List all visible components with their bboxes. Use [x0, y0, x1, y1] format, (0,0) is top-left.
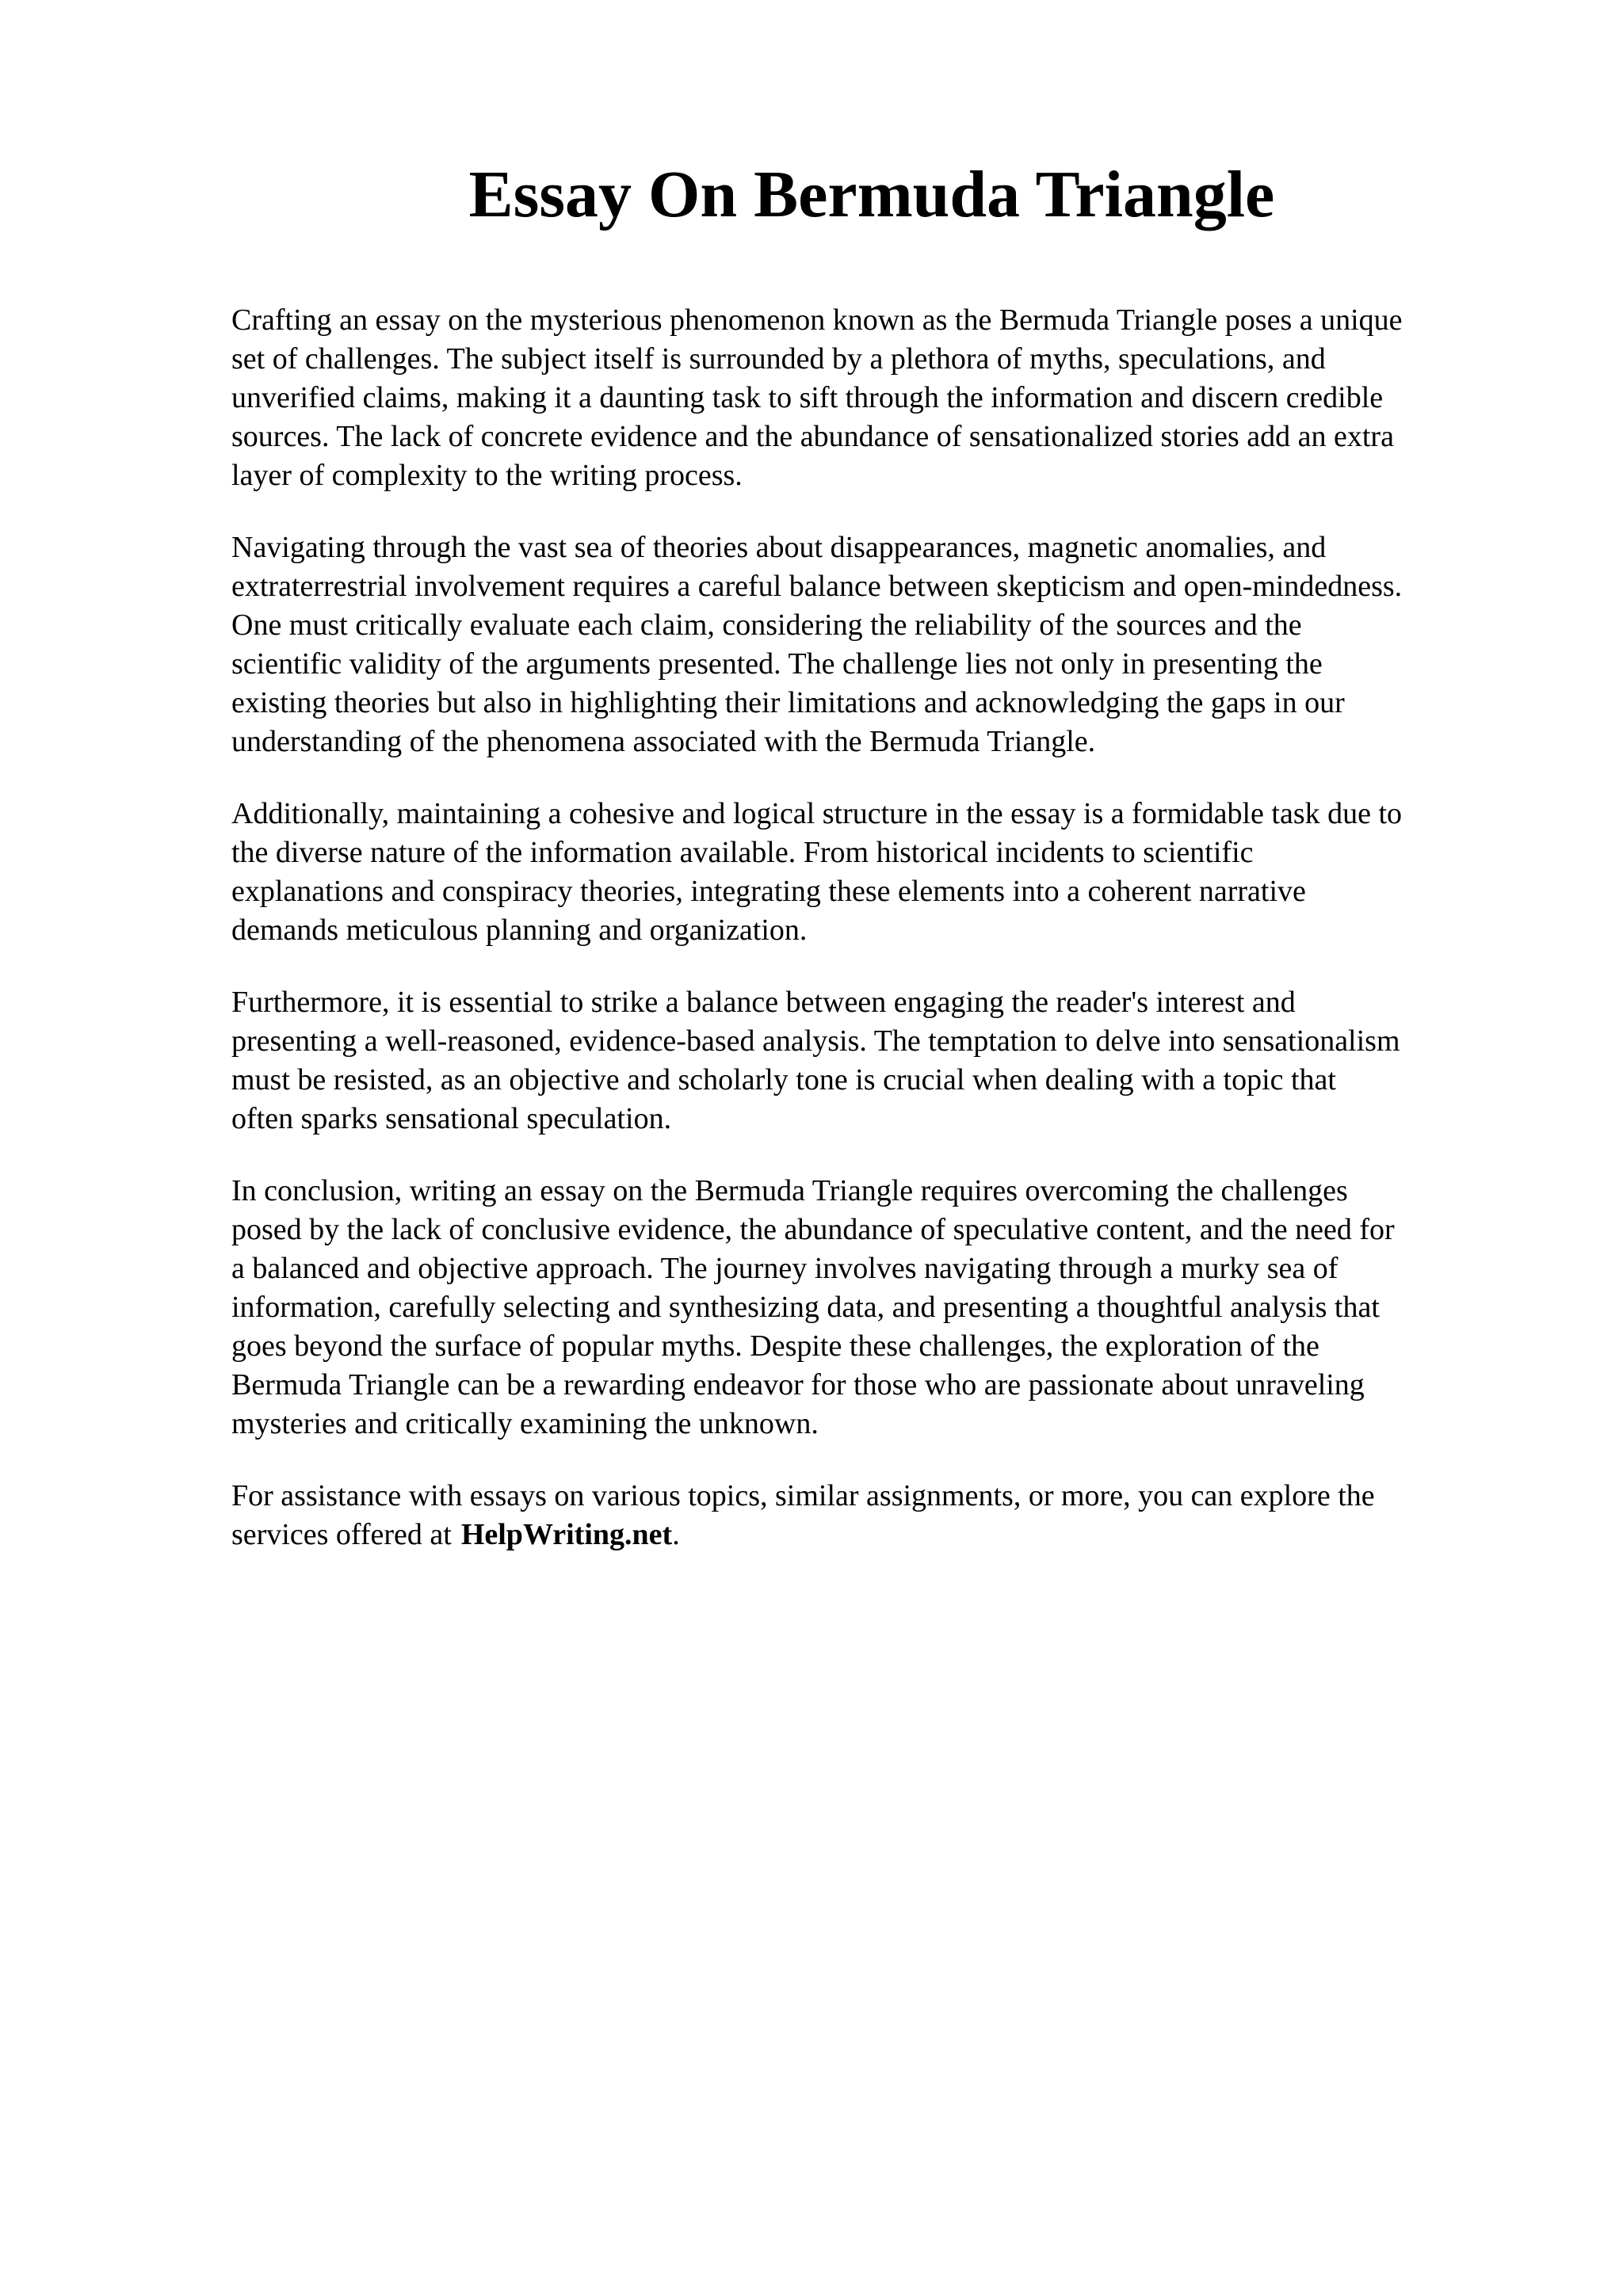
text-line: posed by the lack of conclusive evidence, the abundance of speculative content, and the need for [231, 1213, 1395, 1246]
text-line: explanations and conspiracy theories, integrating these elements into a coherent narrative [231, 875, 1306, 908]
paragraph-4 [231, 983, 1531, 1138]
page-title: Essay On Bermuda Triangle [468, 158, 1275, 231]
text-line: presenting a well-reasoned, evidence-based analysis. The temptation to delve into sensationalism [231, 1024, 1400, 1058]
paragraph-2 [231, 528, 1531, 761]
text-line: sources. The lack of concrete evidence and the abundance of sensationalized stories add an extra [231, 420, 1394, 453]
essay-body [231, 301, 1531, 1588]
text-line: Additionally, maintaining a cohesive and logical structure in the essay is a formidable task due to [231, 797, 1403, 830]
text-line: Furthermore, it is essential to strike a balance between engaging the reader's interest and [231, 986, 1296, 1019]
text-line: One must critically evaluate each claim, considering the reliability of the sources and the [231, 608, 1302, 642]
text-line: Crafting an essay on the mysterious phenomenon known as the Bermuda Triangle poses a unique [231, 303, 1403, 337]
text-line: extraterrestrial involvement requires a careful balance between skepticism and open-mindedness. [231, 570, 1403, 603]
closing-prefix: services offered at [231, 1518, 452, 1551]
text-line: information, carefully selecting and synthesizing data, and presenting a thoughtful analysis that [231, 1291, 1380, 1324]
text-line: goes beyond the surface of popular myths. Despite these challenges, the exploration of the [231, 1329, 1319, 1363]
text-line [231, 1516, 1531, 1554]
paragraph-3 [231, 795, 1531, 950]
text-line: the diverse nature of the information available. From historical incidents to scientific [231, 836, 1254, 869]
helpwriting-link[interactable]: HelpWriting.net [460, 1518, 673, 1551]
text-line: existing theories but also in highlighting their limitations and acknowledging the gaps in our [231, 686, 1345, 719]
text-line: For assistance with essays on various topics, similar assignments, or more, you can explore the [231, 1479, 1375, 1512]
closing-paragraph [231, 1477, 1531, 1554]
text-line: unverified claims, making it a daunting task to sift through the information and discern credible [231, 381, 1384, 414]
closing-suffix: . [672, 1518, 680, 1551]
text-line: set of challenges. The subject itself is surrounded by a plethora of myths, speculations, and [231, 342, 1326, 376]
text-line: demands meticulous planning and organization. [231, 913, 808, 947]
text-line: understanding of the phenomena associated with the Bermuda Triangle. [231, 725, 1096, 758]
text-line: layer of complexity to the writing process. [231, 459, 743, 492]
text-line: scientific validity of the arguments presented. The challenge lies not only in presenting the [231, 647, 1323, 681]
text-line: Navigating through the vast sea of theories about disappearances, magnetic anomalies, and [231, 531, 1327, 564]
paragraph-5 [231, 1172, 1531, 1444]
text-line: often sparks sensational speculation. [231, 1102, 672, 1135]
paragraph-1 [231, 301, 1531, 495]
text-line: a balanced and objective approach. The journey involves navigating through a murky sea of [231, 1252, 1338, 1285]
text-line: In conclusion, writing an essay on the Bermuda Triangle requires overcoming the challenges [231, 1174, 1348, 1207]
text-line: Bermuda Triangle can be a rewarding endeavor for those who are passionate about unraveling [231, 1368, 1365, 1402]
text-line: mysteries and critically examining the unknown. [231, 1407, 819, 1440]
text-line: must be resisted, as an objective and scholarly tone is crucial when dealing with a topic that [231, 1063, 1336, 1097]
